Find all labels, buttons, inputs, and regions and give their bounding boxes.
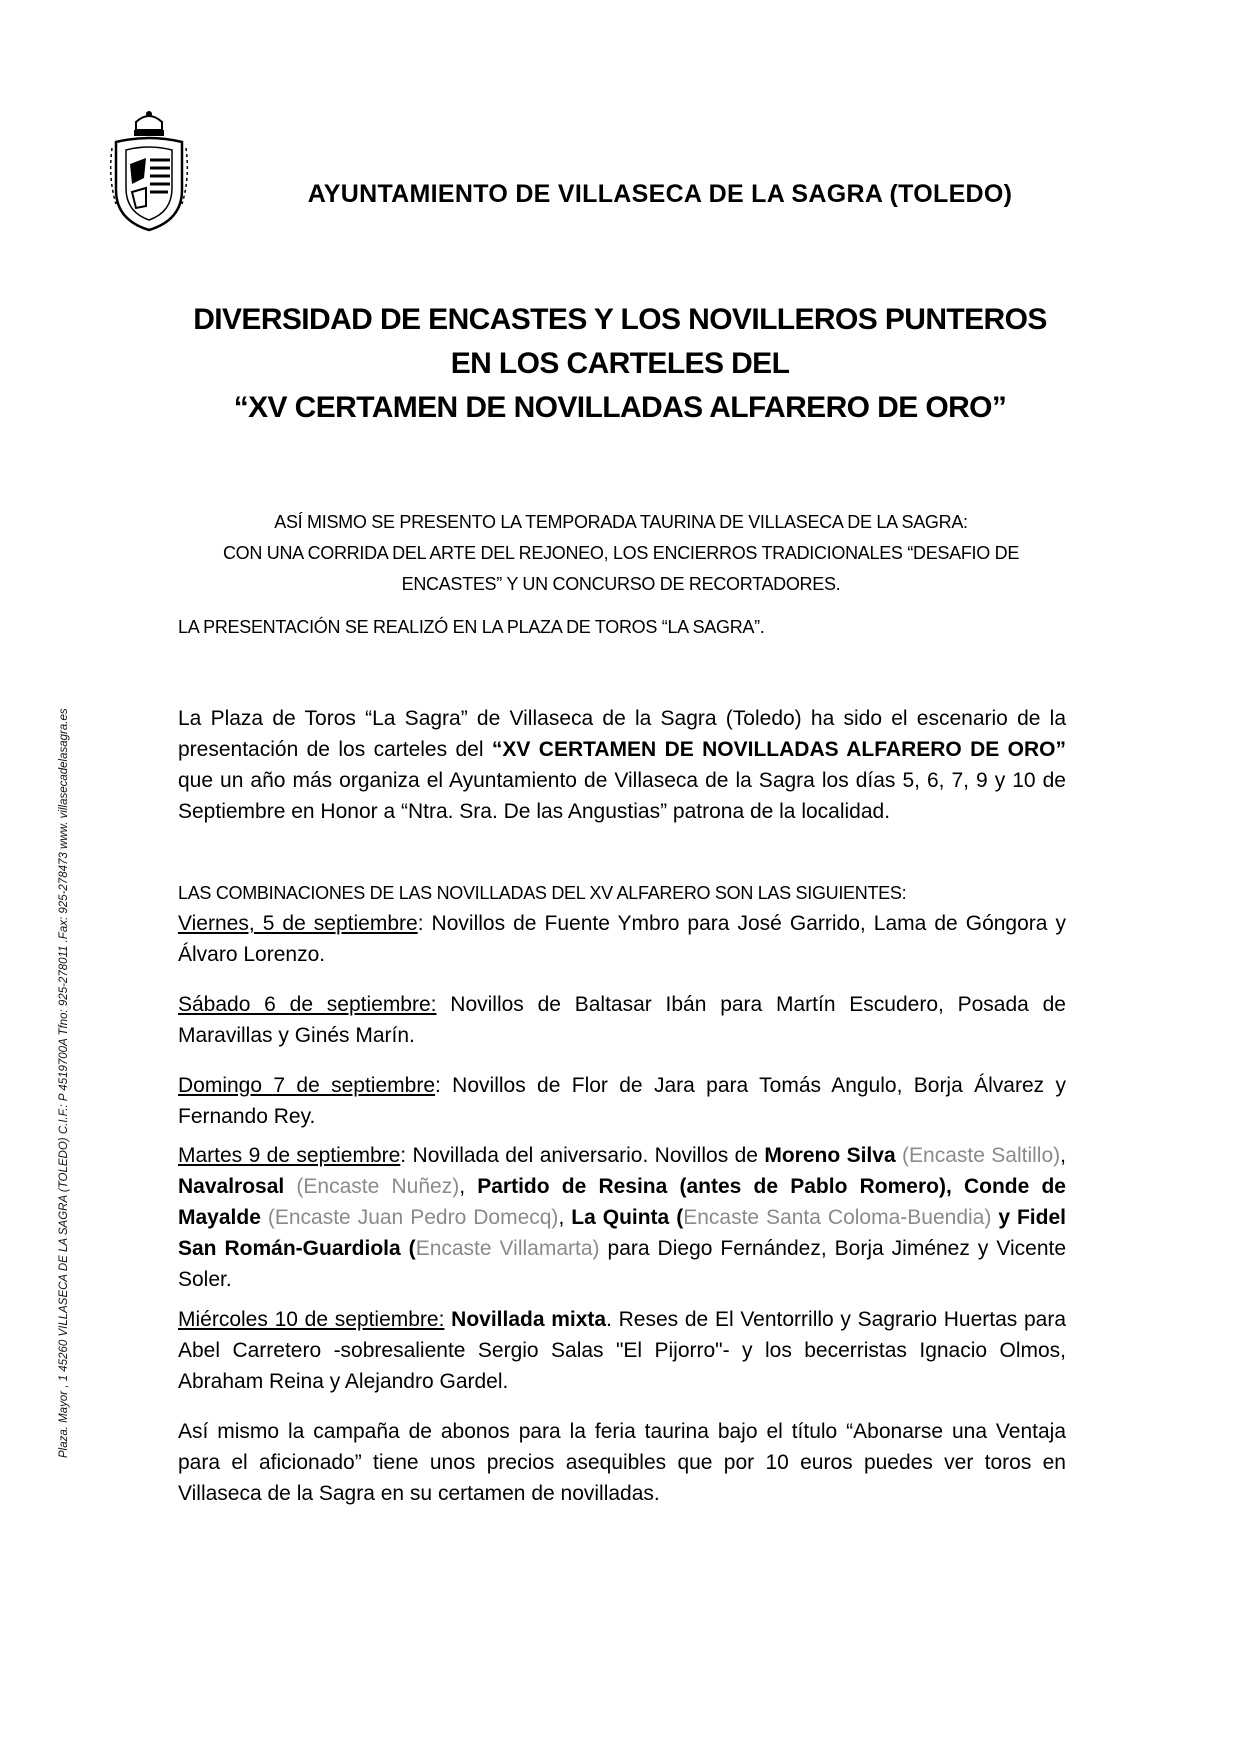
schedule-friday <box>178 908 1066 970</box>
encaste-note: (Encaste Juan Pedro Domecq) <box>260 1206 559 1229</box>
day-text: Novillos de Baltasar Ibán para Martín Escudero, Posada de Maravillas y Ginés Marín. <box>178 993 1066 1047</box>
organization-title: AYUNTAMIENTO DE VILLASECA DE LA SAGRA (TOLEDO) <box>307 180 1013 208</box>
headline-line-2: EN LOS CARTELES DEL <box>450 347 790 380</box>
ranch-name: Navalrosal <box>178 1175 285 1198</box>
schedule-sunday <box>178 1070 1066 1132</box>
headline-line-1: DIVERSIDAD DE ENCASTES Y LOS NOVILLEROS PUNTEROS <box>193 303 1047 336</box>
day-label: Miércoles 10 de septiembre: <box>178 1308 445 1331</box>
day-label: Domingo 7 de septiembre <box>178 1074 435 1097</box>
encaste-note: Encaste Villamarta) <box>415 1237 600 1260</box>
intro-text-cont: que un año más organiza el Ayuntamiento de Villaseca de la Sagra los días 5, 6, 7, 9 y 10 de Septiembre en Honor a “Ntra. Sra. De las Angustias” patrona de la localidad. <box>178 769 1066 823</box>
day-text: : Novillos de Flor de Jara para Tomás Angulo, Borja Álvarez y Fernando Rey. <box>178 1074 1066 1128</box>
encaste-note: Encaste Santa Coloma-Buendia) <box>683 1206 992 1229</box>
subhead-line-3: ENCASTES” Y UN CONCURSO DE RECORTADORES. <box>401 574 841 594</box>
day-label: Sábado 6 de septiembre: <box>178 993 437 1016</box>
ranch-name: La Quinta ( <box>571 1206 684 1229</box>
ranch-name: Moreno Silva <box>764 1144 896 1167</box>
presentation-note: LA PRESENTACIÓN SE REALIZÓ EN LA PLAZA DE TOROS “LA SAGRA”. <box>178 617 765 637</box>
schedule-saturday <box>178 989 1066 1051</box>
encaste-note: (Encaste Saltillo) <box>895 1144 1061 1167</box>
headline <box>160 298 1080 430</box>
day-label: Martes 9 de septiembre <box>178 1144 401 1167</box>
headline-line-3: “XV CERTAMEN DE NOVILLADAS ALFARERO DE ORO” <box>233 391 1007 424</box>
day-highlight: Novillada mixta <box>444 1308 607 1331</box>
intro-text: La Plaza de Toros “La Sagra” de Villaseca de la Sagra (Toledo) ha sido el escenario de la presentación de los carteles del <box>178 707 1066 761</box>
combinations-title: LAS COMBINACIONES DE LAS NOVILLADAS DEL XV ALFARERO SON LAS SIGUIENTES: <box>178 883 907 903</box>
encaste-note: (Encaste Nuñez) <box>284 1175 460 1198</box>
separator: , <box>558 1206 572 1229</box>
subhead-line-1: ASÍ MISMO SE PRESENTO LA TEMPORADA TAURINA DE VILLASECA DE LA SAGRA: <box>274 512 968 532</box>
ranch-name: Fidel San Román-Guardiola ( <box>178 1206 1066 1260</box>
day-text: para Diego Fernández, Borja Jiménez y Vicente Soler. <box>178 1237 1067 1291</box>
day-text: : Novillada del aniversario. Novillos de <box>400 1144 765 1167</box>
schedule-wednesday <box>178 1304 1066 1397</box>
intro-highlight: “XV CERTAMEN DE NOVILLADAS ALFARERO DE ORO” <box>491 738 1066 761</box>
day-label: Viernes, 5 de septiembre <box>178 912 418 935</box>
sidebar-contact-info: Plaza. Mayor , 1 45260 VILLASECA DE LA SAGRA (TOLEDO) C.I.F.: P 4519700A Tfno: 925-278011 .Fax: 925-278473 www. villasecadelasagra.es <box>58 708 70 1458</box>
day-text: : Novillos de Fuente Ymbro para José Garrido, Lama de Góngora y Álvaro Lorenzo. <box>178 912 1066 966</box>
subhead-line-2: CON UNA CORRIDA DEL ARTE DEL REJONEO, LOS ENCIERROS TRADICIONALES “DESAFIO DE <box>222 543 1020 563</box>
ranch-name: Partido de Resina (antes de Pablo Romero), Conde de Mayalde <box>178 1175 1066 1229</box>
day-text: . Reses de El Ventorrillo y Sagrario Huertas para Abel Carretero -sobresaliente Sergio Salas "El Pijorro"- y los becerristas Ignacio Olmos, Abraham Reina y Alejandro Gardel. <box>178 1308 1067 1393</box>
separator: , <box>1060 1144 1066 1167</box>
schedule-tuesday <box>178 1140 1066 1295</box>
coat-of-arms-icon <box>106 108 192 234</box>
separator: , <box>459 1175 478 1198</box>
subheadline <box>178 507 1064 600</box>
intro-paragraph <box>178 703 1066 827</box>
closing-paragraph: Así mismo la campaña de abonos para la feria taurina bajo el título “Abonarse una Ventaja para el aficionado” tiene unos precios asequibles que por 10 euros puedes ver toros en Villaseca de la Sagra en su certamen de novilladas. <box>178 1420 1066 1505</box>
separator: y <box>991 1206 1017 1229</box>
